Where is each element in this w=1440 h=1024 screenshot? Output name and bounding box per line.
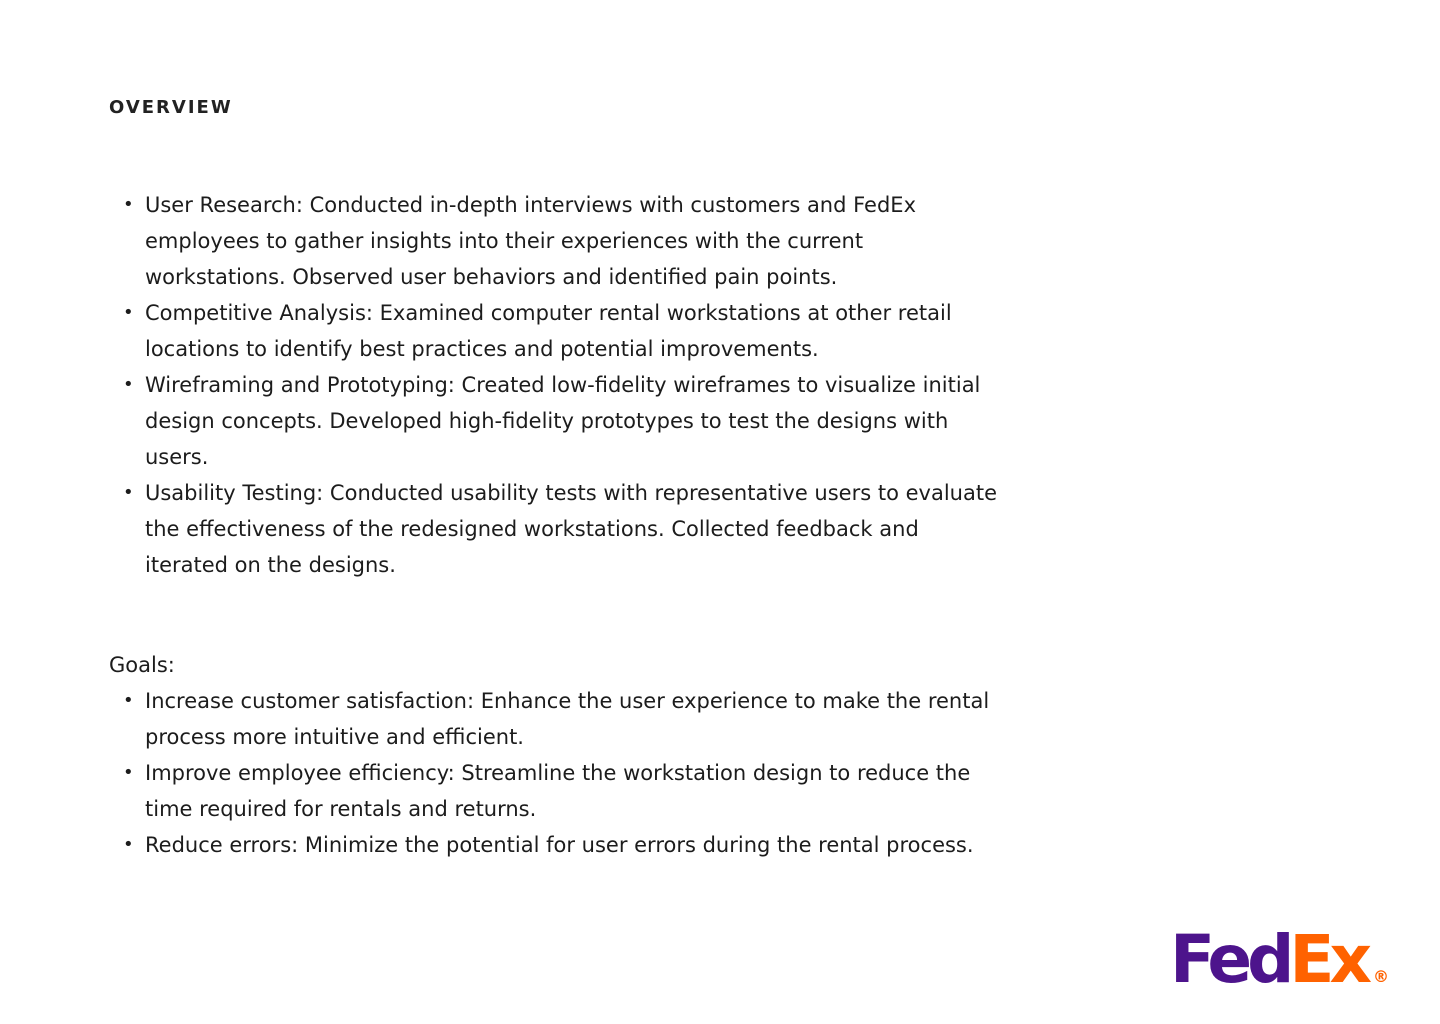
list-item: • Increase customer satisfaction: Enhance the user experience to make the rental process more intuitive and efficient. bbox=[145, 683, 1005, 755]
goals-list bbox=[145, 683, 1005, 863]
logo-fed-text: Fed bbox=[1170, 921, 1290, 990]
list-item: • Wireframing and Prototyping: Created low-fidelity wireframes to visualize initial design concepts. Developed high-fidelity prototypes to test the designs with users. bbox=[145, 367, 1005, 475]
goals-heading: Goals: bbox=[109, 653, 175, 677]
list-item: • Reduce errors: Minimize the potential for user errors during the rental process. bbox=[145, 827, 1005, 863]
fedex-logo-text bbox=[1170, 921, 1372, 990]
fedex-logo-mark bbox=[1170, 914, 1392, 990]
fedex-logo bbox=[1170, 914, 1392, 990]
logo-ex-text: Ex bbox=[1289, 921, 1368, 990]
registered-icon: ® bbox=[1373, 967, 1389, 986]
list-item: • User Research: Conducted in-depth interviews with customers and FedEx employees to gather insights into their experiences with the current workstations. Observed user behaviors and identified pain points. bbox=[145, 187, 1005, 295]
list-item: • Usability Testing: Conducted usability tests with representative users to evaluate the effectiveness of the redesigned workstations. Collected feedback and iterated on the designs. bbox=[145, 475, 1005, 583]
process-list bbox=[145, 187, 1005, 583]
list-item: • Improve employee efficiency: Streamline the workstation design to reduce the time required for rentals and returns. bbox=[145, 755, 1005, 827]
list-item: • Competitive Analysis: Examined computer rental workstations at other retail locations to identify best practices and potential improvements. bbox=[145, 295, 1005, 367]
section-label-overview: OVERVIEW bbox=[109, 97, 233, 118]
